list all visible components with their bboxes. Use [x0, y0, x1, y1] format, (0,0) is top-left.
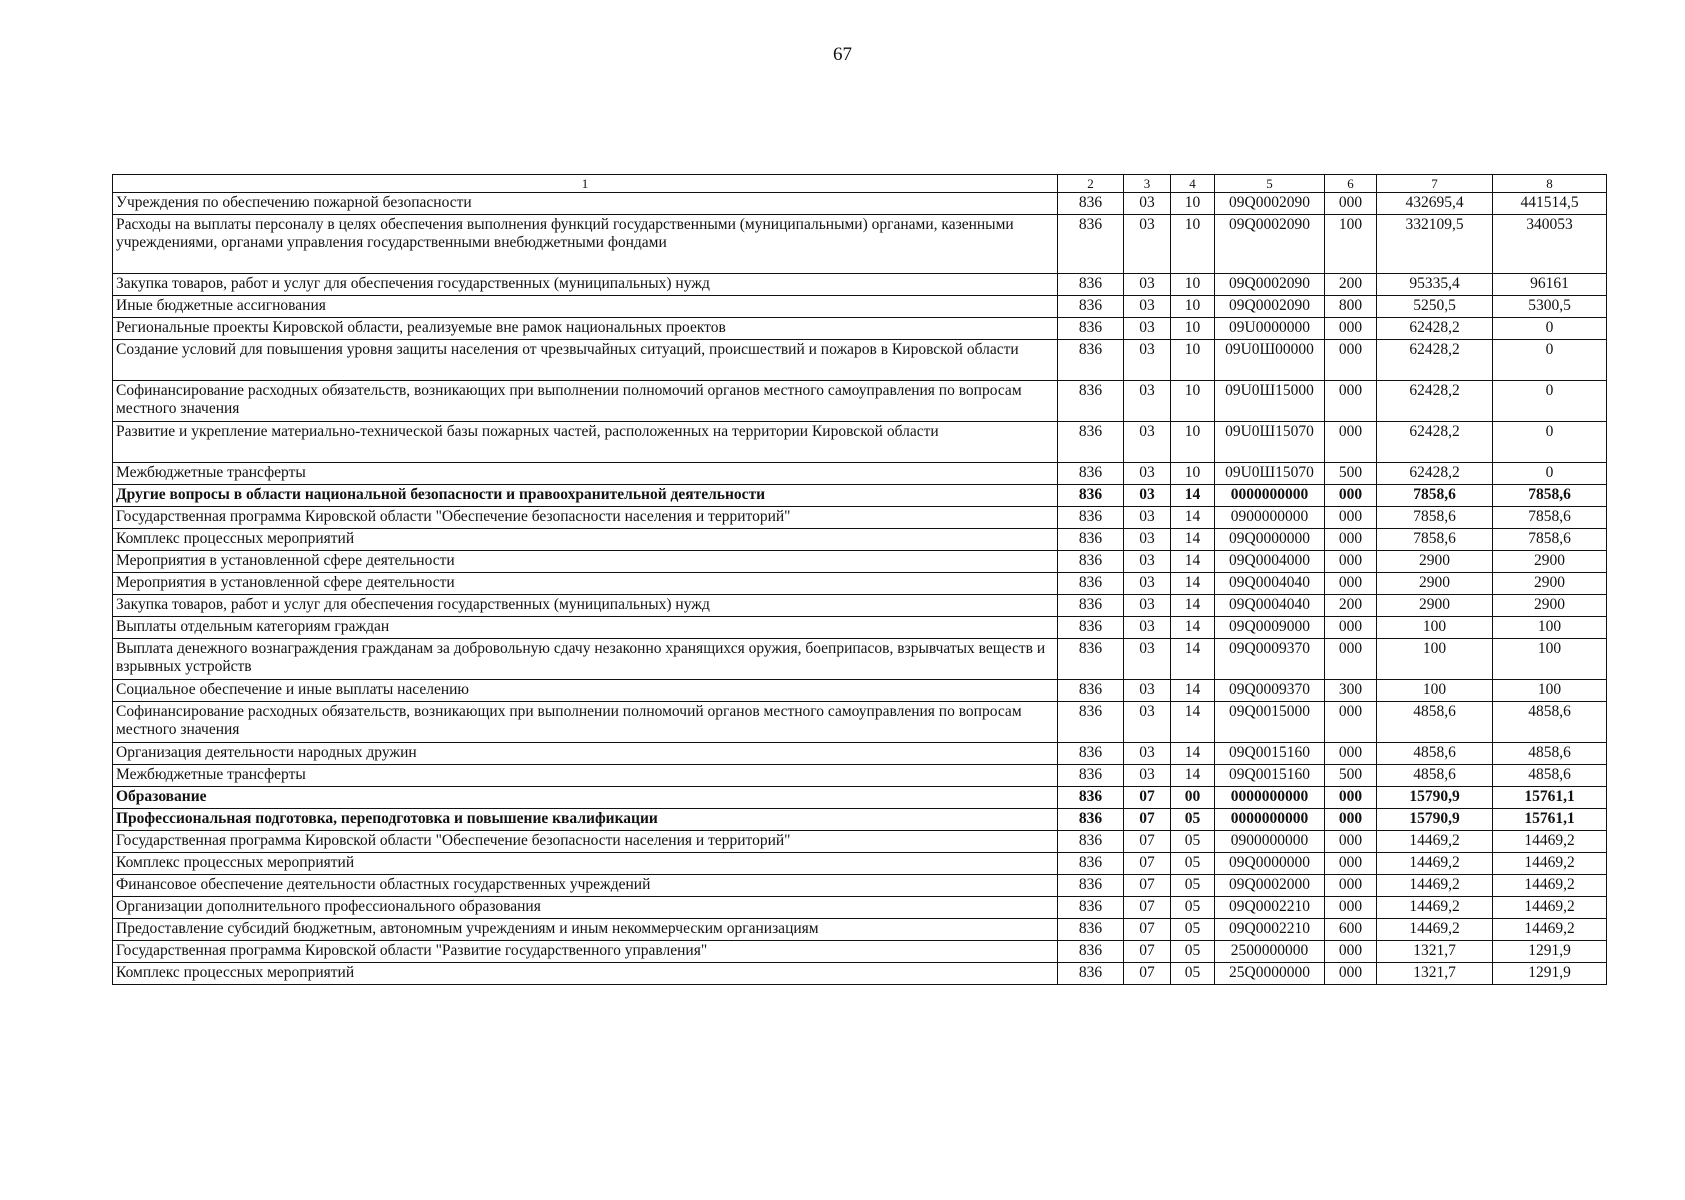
- value-cell-c7: 1321,7: [1377, 963, 1493, 985]
- value-cell-c8: 15761,1: [1493, 787, 1607, 809]
- row-label-cell: Создание условий для повышения уровня защиты населения от чрезвычайных ситуаций, происшествий и пожаров в Кировской области: [113, 340, 1058, 381]
- value-cell-c5: 0000000000: [1215, 485, 1325, 507]
- value-cell-c3: 03: [1124, 193, 1171, 215]
- value-cell-c7: 432695,4: [1377, 193, 1493, 215]
- budget-table: [112, 174, 1607, 985]
- value-cell-c5: 09Q0002210: [1215, 897, 1325, 919]
- value-cell-c4: 10: [1171, 318, 1215, 340]
- value-cell-c3: 03: [1124, 551, 1171, 573]
- column-header: 8: [1493, 175, 1607, 193]
- value-cell-c8: 100: [1493, 617, 1607, 639]
- column-header: 5: [1215, 175, 1325, 193]
- column-header: 6: [1325, 175, 1377, 193]
- value-cell-c3: 03: [1124, 507, 1171, 529]
- row-label-cell: Государственная программа Кировской области "Развитие государственного управления": [113, 941, 1058, 963]
- value-cell-c5: 09Q0004040: [1215, 573, 1325, 595]
- value-cell-c8: 1291,9: [1493, 963, 1607, 985]
- value-cell-c4: 10: [1171, 463, 1215, 485]
- table-row: [113, 507, 1607, 529]
- value-cell-c4: 00: [1171, 787, 1215, 809]
- value-cell-c8: 340053: [1493, 215, 1607, 274]
- value-cell-c8: 14469,2: [1493, 875, 1607, 897]
- row-label-cell: Комплекс процессных мероприятий: [113, 529, 1058, 551]
- value-cell-c4: 10: [1171, 296, 1215, 318]
- value-cell-c2: 836: [1058, 809, 1124, 831]
- value-cell-c8: 100: [1493, 639, 1607, 680]
- value-cell-c3: 03: [1124, 296, 1171, 318]
- value-cell-c2: 836: [1058, 743, 1124, 765]
- table-row: [113, 422, 1607, 463]
- row-label-cell: Учреждения по обеспечению пожарной безопасности: [113, 193, 1058, 215]
- value-cell-c2: 836: [1058, 422, 1124, 463]
- value-cell-c5: 09U0Ш15070: [1215, 463, 1325, 485]
- table-row: [113, 853, 1607, 875]
- value-cell-c2: 836: [1058, 853, 1124, 875]
- value-cell-c4: 10: [1171, 381, 1215, 422]
- value-cell-c2: 836: [1058, 941, 1124, 963]
- value-cell-c3: 03: [1124, 573, 1171, 595]
- column-header: 7: [1377, 175, 1493, 193]
- value-cell-c6: 500: [1325, 765, 1377, 787]
- value-cell-c3: 07: [1124, 875, 1171, 897]
- value-cell-c2: 836: [1058, 787, 1124, 809]
- table-row: [113, 381, 1607, 422]
- value-cell-c2: 836: [1058, 639, 1124, 680]
- value-cell-c4: 14: [1171, 702, 1215, 743]
- value-cell-c6: 000: [1325, 573, 1377, 595]
- value-cell-c7: 4858,6: [1377, 765, 1493, 787]
- value-cell-c3: 03: [1124, 765, 1171, 787]
- table-row: [113, 318, 1607, 340]
- value-cell-c7: 62428,2: [1377, 340, 1493, 381]
- value-cell-c6: 000: [1325, 617, 1377, 639]
- page-number: 67: [833, 44, 852, 65]
- row-label-cell: Государственная программа Кировской области "Обеспечение безопасности населения и территорий": [113, 507, 1058, 529]
- value-cell-c5: 09Q0002000: [1215, 875, 1325, 897]
- value-cell-c4: 05: [1171, 875, 1215, 897]
- value-cell-c2: 836: [1058, 318, 1124, 340]
- value-cell-c8: 441514,5: [1493, 193, 1607, 215]
- row-label-cell: Организации дополнительного профессионального образования: [113, 897, 1058, 919]
- value-cell-c6: 000: [1325, 507, 1377, 529]
- value-cell-c3: 03: [1124, 340, 1171, 381]
- value-cell-c6: 600: [1325, 919, 1377, 941]
- value-cell-c8: 14469,2: [1493, 831, 1607, 853]
- value-cell-c4: 14: [1171, 551, 1215, 573]
- value-cell-c7: 1321,7: [1377, 941, 1493, 963]
- value-cell-c6: 000: [1325, 551, 1377, 573]
- value-cell-c8: 0: [1493, 340, 1607, 381]
- row-label-cell: Другие вопросы в области национальной безопасности и правоохранительной деятельности: [113, 485, 1058, 507]
- table-row: [113, 787, 1607, 809]
- value-cell-c2: 836: [1058, 765, 1124, 787]
- value-cell-c7: 62428,2: [1377, 463, 1493, 485]
- value-cell-c4: 05: [1171, 941, 1215, 963]
- value-cell-c4: 05: [1171, 963, 1215, 985]
- value-cell-c7: 62428,2: [1377, 422, 1493, 463]
- row-label-cell: Мероприятия в установленной сфере деятельности: [113, 551, 1058, 573]
- value-cell-c7: 95335,4: [1377, 274, 1493, 296]
- value-cell-c6: 000: [1325, 422, 1377, 463]
- value-cell-c7: 62428,2: [1377, 381, 1493, 422]
- value-cell-c3: 03: [1124, 680, 1171, 702]
- value-cell-c7: 100: [1377, 617, 1493, 639]
- value-cell-c5: 09U0Ш15070: [1215, 422, 1325, 463]
- value-cell-c7: 7858,6: [1377, 507, 1493, 529]
- table-row: [113, 897, 1607, 919]
- value-cell-c2: 836: [1058, 215, 1124, 274]
- value-cell-c5: 09Q0015160: [1215, 765, 1325, 787]
- value-cell-c8: 4858,6: [1493, 702, 1607, 743]
- value-cell-c8: 4858,6: [1493, 765, 1607, 787]
- value-cell-c8: 14469,2: [1493, 853, 1607, 875]
- value-cell-c3: 07: [1124, 963, 1171, 985]
- value-cell-c2: 836: [1058, 529, 1124, 551]
- row-label-cell: Региональные проекты Кировской области, реализуемые вне рамок национальных проектов: [113, 318, 1058, 340]
- row-label-cell: Выплаты отдельным категориям граждан: [113, 617, 1058, 639]
- value-cell-c7: 14469,2: [1377, 875, 1493, 897]
- row-label-cell: Образование: [113, 787, 1058, 809]
- value-cell-c3: 07: [1124, 919, 1171, 941]
- value-cell-c5: 09Q0009370: [1215, 680, 1325, 702]
- value-cell-c6: 000: [1325, 875, 1377, 897]
- value-cell-c6: 200: [1325, 595, 1377, 617]
- value-cell-c5: 09Q0015160: [1215, 743, 1325, 765]
- value-cell-c5: 09U0Ш15000: [1215, 381, 1325, 422]
- row-label-cell: Государственная программа Кировской области "Обеспечение безопасности населения и территорий": [113, 831, 1058, 853]
- value-cell-c8: 4858,6: [1493, 743, 1607, 765]
- value-cell-c7: 2900: [1377, 551, 1493, 573]
- value-cell-c2: 836: [1058, 485, 1124, 507]
- value-cell-c2: 836: [1058, 919, 1124, 941]
- value-cell-c2: 836: [1058, 296, 1124, 318]
- value-cell-c8: 7858,6: [1493, 485, 1607, 507]
- value-cell-c6: 800: [1325, 296, 1377, 318]
- value-cell-c2: 836: [1058, 963, 1124, 985]
- table-row: [113, 551, 1607, 573]
- value-cell-c7: 2900: [1377, 573, 1493, 595]
- value-cell-c5: 09Q0002090: [1215, 274, 1325, 296]
- value-cell-c3: 07: [1124, 853, 1171, 875]
- row-label-cell: Организация деятельности народных дружин: [113, 743, 1058, 765]
- value-cell-c3: 07: [1124, 787, 1171, 809]
- table-row: [113, 941, 1607, 963]
- value-cell-c3: 03: [1124, 743, 1171, 765]
- value-cell-c4: 05: [1171, 919, 1215, 941]
- value-cell-c5: 09U0000000: [1215, 318, 1325, 340]
- value-cell-c3: 07: [1124, 809, 1171, 831]
- value-cell-c2: 836: [1058, 381, 1124, 422]
- table-row: [113, 765, 1607, 787]
- value-cell-c3: 07: [1124, 831, 1171, 853]
- table-row: [113, 639, 1607, 680]
- table-header-row: [113, 175, 1607, 193]
- value-cell-c8: 7858,6: [1493, 529, 1607, 551]
- value-cell-c7: 4858,6: [1377, 743, 1493, 765]
- column-header: 3: [1124, 175, 1171, 193]
- value-cell-c4: 14: [1171, 765, 1215, 787]
- value-cell-c6: 000: [1325, 787, 1377, 809]
- value-cell-c4: 14: [1171, 639, 1215, 680]
- row-label-cell: Выплата денежного вознаграждения гражданам за добровольную сдачу незаконно хранящихся оружия, боеприпасов, взрывчатых веществ и взрывных устройств: [113, 639, 1058, 680]
- value-cell-c6: 000: [1325, 853, 1377, 875]
- value-cell-c2: 836: [1058, 463, 1124, 485]
- row-label-cell: Комплекс процессных мероприятий: [113, 853, 1058, 875]
- value-cell-c5: 0900000000: [1215, 507, 1325, 529]
- value-cell-c8: 5300,5: [1493, 296, 1607, 318]
- value-cell-c7: 7858,6: [1377, 529, 1493, 551]
- value-cell-c5: 09Q0009370: [1215, 639, 1325, 680]
- value-cell-c6: 000: [1325, 702, 1377, 743]
- value-cell-c6: 000: [1325, 743, 1377, 765]
- value-cell-c3: 07: [1124, 897, 1171, 919]
- value-cell-c6: 000: [1325, 639, 1377, 680]
- value-cell-c2: 836: [1058, 617, 1124, 639]
- value-cell-c8: 2900: [1493, 551, 1607, 573]
- value-cell-c5: 09Q0002090: [1215, 193, 1325, 215]
- value-cell-c7: 7858,6: [1377, 485, 1493, 507]
- table-row: [113, 919, 1607, 941]
- value-cell-c8: 100: [1493, 680, 1607, 702]
- row-label-cell: Софинансирование расходных обязательств, возникающих при выполнении полномочий органов местного самоуправления по вопросам местного значения: [113, 381, 1058, 422]
- value-cell-c2: 836: [1058, 507, 1124, 529]
- value-cell-c7: 4858,6: [1377, 702, 1493, 743]
- value-cell-c6: 300: [1325, 680, 1377, 702]
- table-row: [113, 573, 1607, 595]
- value-cell-c5: 09Q0000000: [1215, 529, 1325, 551]
- value-cell-c6: 500: [1325, 463, 1377, 485]
- value-cell-c8: 14469,2: [1493, 919, 1607, 941]
- column-header: 4: [1171, 175, 1215, 193]
- value-cell-c4: 14: [1171, 507, 1215, 529]
- value-cell-c2: 836: [1058, 595, 1124, 617]
- row-label-cell: Комплекс процессных мероприятий: [113, 963, 1058, 985]
- value-cell-c4: 14: [1171, 529, 1215, 551]
- value-cell-c4: 05: [1171, 853, 1215, 875]
- value-cell-c4: 10: [1171, 340, 1215, 381]
- value-cell-c6: 200: [1325, 274, 1377, 296]
- value-cell-c7: 100: [1377, 680, 1493, 702]
- value-cell-c5: 09Q0009000: [1215, 617, 1325, 639]
- value-cell-c2: 836: [1058, 831, 1124, 853]
- value-cell-c5: 09Q0004040: [1215, 595, 1325, 617]
- table-row: [113, 680, 1607, 702]
- table-row: [113, 743, 1607, 765]
- value-cell-c8: 0: [1493, 463, 1607, 485]
- value-cell-c5: 25Q0000000: [1215, 963, 1325, 985]
- value-cell-c3: 03: [1124, 381, 1171, 422]
- row-label-cell: Софинансирование расходных обязательств, возникающих при выполнении полномочий органов местного самоуправления по вопросам местного значения: [113, 702, 1058, 743]
- value-cell-c3: 03: [1124, 485, 1171, 507]
- row-label-cell: Мероприятия в установленной сфере деятельности: [113, 573, 1058, 595]
- value-cell-c6: 000: [1325, 897, 1377, 919]
- value-cell-c2: 836: [1058, 274, 1124, 296]
- value-cell-c4: 05: [1171, 831, 1215, 853]
- value-cell-c3: 03: [1124, 639, 1171, 680]
- value-cell-c4: 14: [1171, 743, 1215, 765]
- value-cell-c4: 05: [1171, 897, 1215, 919]
- value-cell-c8: 2900: [1493, 595, 1607, 617]
- value-cell-c2: 836: [1058, 702, 1124, 743]
- value-cell-c6: 000: [1325, 318, 1377, 340]
- row-label-cell: Межбюджетные трансферты: [113, 463, 1058, 485]
- value-cell-c7: 14469,2: [1377, 831, 1493, 853]
- value-cell-c4: 10: [1171, 422, 1215, 463]
- value-cell-c8: 96161: [1493, 274, 1607, 296]
- value-cell-c7: 100: [1377, 639, 1493, 680]
- value-cell-c3: 03: [1124, 422, 1171, 463]
- row-label-cell: Иные бюджетные ассигнования: [113, 296, 1058, 318]
- value-cell-c5: 09Q0004000: [1215, 551, 1325, 573]
- value-cell-c8: 2900: [1493, 573, 1607, 595]
- value-cell-c8: 0: [1493, 381, 1607, 422]
- value-cell-c3: 03: [1124, 702, 1171, 743]
- value-cell-c5: 0000000000: [1215, 809, 1325, 831]
- value-cell-c2: 836: [1058, 340, 1124, 381]
- value-cell-c3: 03: [1124, 617, 1171, 639]
- table-row: [113, 193, 1607, 215]
- column-header: 1: [113, 175, 1058, 193]
- table-row: [113, 340, 1607, 381]
- value-cell-c5: 09Q0002210: [1215, 919, 1325, 941]
- value-cell-c7: 14469,2: [1377, 897, 1493, 919]
- value-cell-c6: 000: [1325, 381, 1377, 422]
- value-cell-c5: 09Q0002090: [1215, 296, 1325, 318]
- value-cell-c6: 000: [1325, 529, 1377, 551]
- table-row: [113, 617, 1607, 639]
- table-row: [113, 875, 1607, 897]
- value-cell-c4: 14: [1171, 595, 1215, 617]
- table-row: [113, 529, 1607, 551]
- value-cell-c2: 836: [1058, 680, 1124, 702]
- value-cell-c4: 14: [1171, 573, 1215, 595]
- table-row: [113, 702, 1607, 743]
- value-cell-c2: 836: [1058, 897, 1124, 919]
- column-header: 2: [1058, 175, 1124, 193]
- value-cell-c7: 62428,2: [1377, 318, 1493, 340]
- value-cell-c8: 14469,2: [1493, 897, 1607, 919]
- value-cell-c2: 836: [1058, 551, 1124, 573]
- row-label-cell: Закупка товаров, работ и услуг для обеспечения государственных (муниципальных) нужд: [113, 274, 1058, 296]
- row-label-cell: Межбюджетные трансферты: [113, 765, 1058, 787]
- value-cell-c5: 0900000000: [1215, 831, 1325, 853]
- value-cell-c3: 03: [1124, 274, 1171, 296]
- table-row: [113, 963, 1607, 985]
- table-row: [113, 296, 1607, 318]
- value-cell-c8: 0: [1493, 422, 1607, 463]
- value-cell-c7: 15790,9: [1377, 809, 1493, 831]
- row-label-cell: Профессиональная подготовка, переподготовка и повышение квалификации: [113, 809, 1058, 831]
- row-label-cell: Закупка товаров, работ и услуг для обеспечения государственных (муниципальных) нужд: [113, 595, 1058, 617]
- value-cell-c5: 09U0Ш00000: [1215, 340, 1325, 381]
- table-row: [113, 215, 1607, 274]
- value-cell-c6: 000: [1325, 941, 1377, 963]
- value-cell-c5: 09Q0015000: [1215, 702, 1325, 743]
- value-cell-c6: 100: [1325, 215, 1377, 274]
- value-cell-c7: 14469,2: [1377, 919, 1493, 941]
- value-cell-c7: 5250,5: [1377, 296, 1493, 318]
- value-cell-c8: 1291,9: [1493, 941, 1607, 963]
- table-body: [113, 193, 1607, 985]
- value-cell-c4: 10: [1171, 215, 1215, 274]
- value-cell-c4: 10: [1171, 274, 1215, 296]
- value-cell-c7: 14469,2: [1377, 853, 1493, 875]
- value-cell-c3: 03: [1124, 595, 1171, 617]
- value-cell-c3: 03: [1124, 318, 1171, 340]
- row-label-cell: Расходы на выплаты персоналу в целях обеспечения выполнения функций государственными (муниципальными) органами, казенными учреждениями, органами управления государственными внебюджетными фондами: [113, 215, 1058, 274]
- table-row: [113, 463, 1607, 485]
- value-cell-c5: 2500000000: [1215, 941, 1325, 963]
- value-cell-c4: 14: [1171, 617, 1215, 639]
- value-cell-c3: 03: [1124, 529, 1171, 551]
- value-cell-c3: 07: [1124, 941, 1171, 963]
- value-cell-c6: 000: [1325, 963, 1377, 985]
- value-cell-c4: 05: [1171, 809, 1215, 831]
- value-cell-c2: 836: [1058, 193, 1124, 215]
- value-cell-c2: 836: [1058, 573, 1124, 595]
- value-cell-c5: 09Q0000000: [1215, 853, 1325, 875]
- row-label-cell: Предоставление субсидий бюджетным, автономным учреждениям и иным некоммерческим организациям: [113, 919, 1058, 941]
- value-cell-c4: 10: [1171, 193, 1215, 215]
- value-cell-c4: 14: [1171, 680, 1215, 702]
- value-cell-c6: 000: [1325, 809, 1377, 831]
- value-cell-c8: 15761,1: [1493, 809, 1607, 831]
- value-cell-c6: 000: [1325, 340, 1377, 381]
- table-row: [113, 595, 1607, 617]
- value-cell-c5: 0000000000: [1215, 787, 1325, 809]
- value-cell-c6: 000: [1325, 831, 1377, 853]
- value-cell-c5: 09Q0002090: [1215, 215, 1325, 274]
- value-cell-c6: 000: [1325, 193, 1377, 215]
- row-label-cell: Социальное обеспечение и иные выплаты населению: [113, 680, 1058, 702]
- table-row: [113, 485, 1607, 507]
- value-cell-c7: 332109,5: [1377, 215, 1493, 274]
- table-row: [113, 831, 1607, 853]
- value-cell-c8: 7858,6: [1493, 507, 1607, 529]
- value-cell-c8: 0: [1493, 318, 1607, 340]
- table-row: [113, 809, 1607, 831]
- value-cell-c7: 2900: [1377, 595, 1493, 617]
- table-row: [113, 274, 1607, 296]
- value-cell-c6: 000: [1325, 485, 1377, 507]
- value-cell-c3: 03: [1124, 215, 1171, 274]
- value-cell-c3: 03: [1124, 463, 1171, 485]
- value-cell-c2: 836: [1058, 875, 1124, 897]
- row-label-cell: Финансовое обеспечение деятельности областных государственных учреждений: [113, 875, 1058, 897]
- row-label-cell: Развитие и укрепление материально-технической базы пожарных частей, расположенных на территории Кировской области: [113, 422, 1058, 463]
- value-cell-c7: 15790,9: [1377, 787, 1493, 809]
- value-cell-c4: 14: [1171, 485, 1215, 507]
